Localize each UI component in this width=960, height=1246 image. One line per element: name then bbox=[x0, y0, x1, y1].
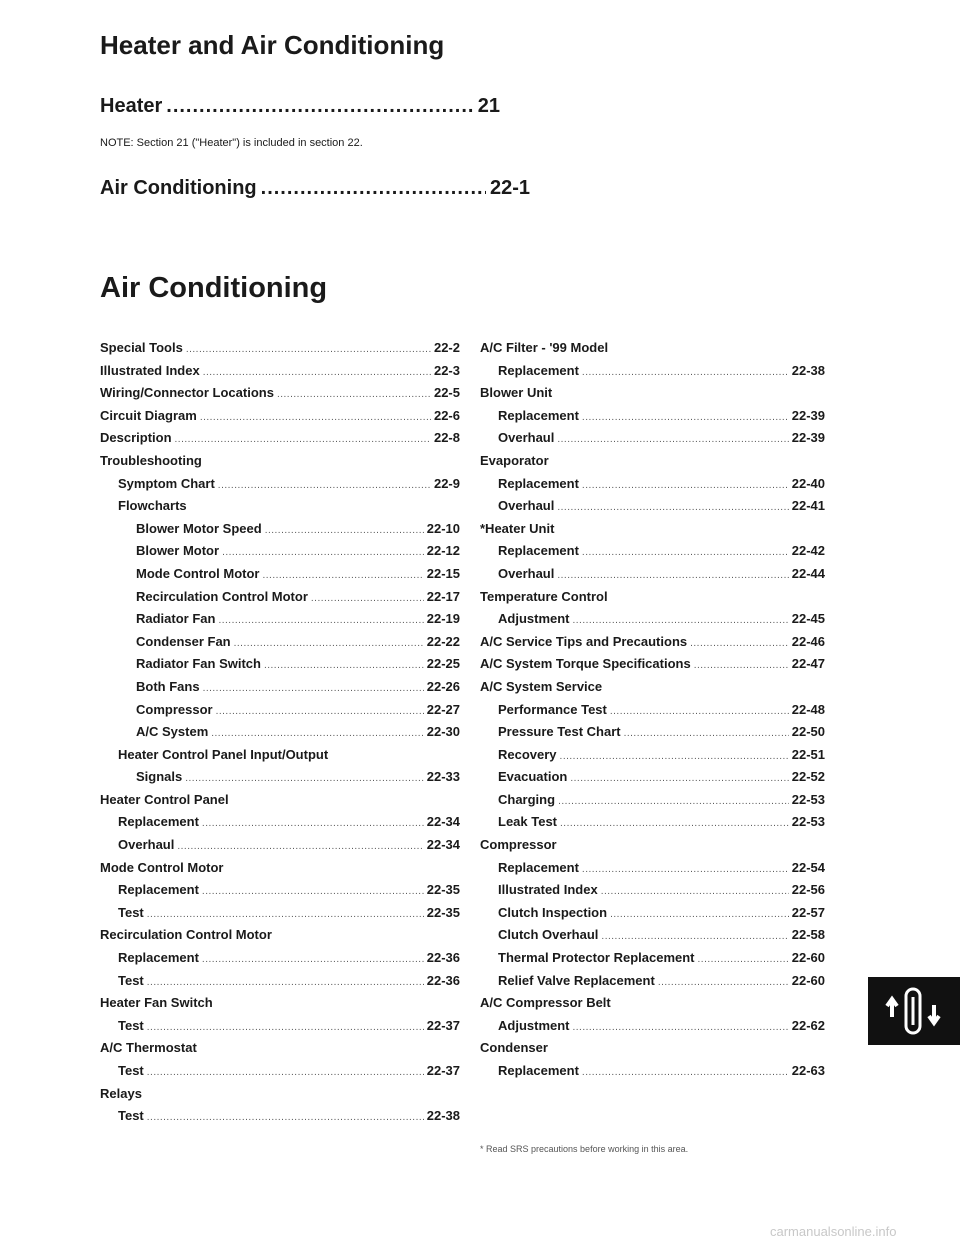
toc-entry-title: Test bbox=[118, 1108, 144, 1124]
dot-leader bbox=[601, 931, 788, 942]
toc-entry[interactable] bbox=[480, 611, 825, 634]
toc-entry[interactable] bbox=[480, 498, 825, 521]
dot-leader bbox=[202, 818, 424, 829]
dot-leader bbox=[185, 773, 424, 784]
dot-leader bbox=[218, 615, 423, 626]
toc-entry[interactable] bbox=[480, 927, 825, 950]
toc-entry-title: Performance Test bbox=[498, 701, 607, 717]
toc-entry-title: Test bbox=[118, 1017, 144, 1033]
toc-entry-title: Circuit Diagram bbox=[100, 407, 197, 423]
toc-entry-title: Heater Control Panel Input/Output bbox=[118, 746, 329, 762]
dot-leader bbox=[624, 728, 789, 739]
toc-entry-title: Compressor bbox=[136, 701, 213, 717]
toc-entry[interactable] bbox=[100, 724, 460, 747]
toc-entry[interactable] bbox=[480, 679, 825, 702]
toc-entry-title: Pressure Test Chart bbox=[498, 724, 621, 740]
dot-leader bbox=[186, 344, 431, 355]
toc-entry-title: Heater Control Panel bbox=[100, 791, 229, 807]
toc-entry[interactable] bbox=[480, 724, 825, 747]
toc-entry-title: Troubleshooting bbox=[100, 452, 202, 468]
dot-leader bbox=[203, 367, 431, 378]
toc-entry[interactable] bbox=[100, 498, 460, 521]
toc-entry[interactable] bbox=[100, 995, 460, 1018]
section-tab[interactable] bbox=[868, 977, 960, 1045]
toc-entry-page: 22-33 bbox=[426, 769, 460, 785]
toc-entry[interactable] bbox=[100, 747, 460, 770]
toc-entry[interactable] bbox=[480, 837, 825, 860]
dot-leader bbox=[557, 570, 788, 581]
dot-leader bbox=[560, 818, 789, 829]
toc-entry-page: 22-52 bbox=[791, 769, 825, 785]
toc-entry-page: 22-27 bbox=[426, 701, 460, 717]
toc-entry-page: 22-56 bbox=[791, 882, 825, 898]
toc-entry-title: A/C Compressor Belt bbox=[480, 995, 611, 1011]
toc-entry-page: 22-37 bbox=[426, 1017, 460, 1033]
toc-entry-title: Evaporator bbox=[480, 452, 549, 468]
toc-entry[interactable] bbox=[480, 882, 825, 905]
toc-entry[interactable] bbox=[480, 1040, 825, 1063]
toc-entry-page: 22-36 bbox=[426, 972, 460, 988]
dot-leader bbox=[601, 886, 789, 897]
dot-leader bbox=[582, 412, 789, 423]
toc-entry-title: Test bbox=[118, 1063, 144, 1078]
toc-entry[interactable] bbox=[100, 589, 460, 612]
toc-entry-title: Clutch Inspection bbox=[498, 904, 608, 920]
dot-leader bbox=[698, 954, 789, 965]
toc-entry-page: 22-8 bbox=[433, 430, 460, 446]
toc-entry[interactable] bbox=[480, 340, 825, 363]
toc-entry-title: Replacement bbox=[498, 543, 579, 559]
toc-entry-title: Mode Control Motor bbox=[136, 565, 260, 581]
toc-entry-page: 22-53 bbox=[791, 791, 825, 807]
toc-entry-page: 22-54 bbox=[791, 859, 825, 875]
toc-entry[interactable] bbox=[100, 814, 460, 837]
dot-leader bbox=[261, 177, 486, 200]
section-title: Air Conditioning bbox=[100, 177, 257, 199]
toc-entry-title: Both Fans bbox=[136, 678, 200, 694]
toc-entry-page: 22-10 bbox=[426, 520, 460, 536]
toc-entry-page: 22-9 bbox=[433, 475, 460, 491]
section-page: 22-1 bbox=[489, 177, 530, 199]
toc-entry[interactable] bbox=[100, 1018, 460, 1041]
dot-leader bbox=[147, 977, 424, 988]
toc-entry[interactable] bbox=[480, 747, 825, 770]
toc-entry[interactable] bbox=[480, 476, 825, 499]
dot-leader bbox=[200, 412, 431, 423]
toc-entry-page: 22-38 bbox=[426, 1108, 460, 1124]
dot-leader bbox=[573, 615, 789, 626]
dot-leader bbox=[582, 480, 789, 491]
toc-entry[interactable] bbox=[100, 860, 460, 883]
toc-entry[interactable] bbox=[480, 385, 825, 408]
toc-entry[interactable] bbox=[480, 430, 825, 453]
toc-entry[interactable] bbox=[480, 769, 825, 792]
toc-entry-page: 22-42 bbox=[791, 543, 825, 559]
toc-entry-title: Blower Motor Speed bbox=[136, 520, 262, 536]
toc-entry-title: Description bbox=[100, 430, 172, 446]
toc-entry-title: Illustrated Index bbox=[498, 882, 598, 898]
toc-entry-title: Condenser Fan bbox=[136, 633, 231, 649]
toc-entry-title: Symptom Chart bbox=[118, 475, 215, 491]
toc-entry-page: 22-62 bbox=[791, 1017, 825, 1033]
toc-entry-page: 22-2 bbox=[433, 340, 460, 355]
toc-entry-title: Adjustment bbox=[498, 1017, 570, 1033]
dot-leader bbox=[610, 909, 789, 920]
dot-leader bbox=[177, 841, 423, 852]
toc-entry-page: 22-12 bbox=[426, 543, 460, 559]
toc-entry-page: 22-58 bbox=[791, 927, 825, 943]
dot-leader bbox=[582, 547, 789, 558]
toc-entry[interactable] bbox=[480, 1018, 825, 1041]
toc-entry-title: A/C System Service bbox=[480, 678, 603, 694]
chapter-subtitle: Air Conditioning bbox=[100, 272, 328, 304]
toc-entry-page: 22-22 bbox=[426, 633, 460, 649]
toc-entry[interactable] bbox=[480, 656, 825, 679]
toc-entry-title: Mode Control Motor bbox=[100, 859, 224, 875]
toc-entry-title: Test bbox=[118, 972, 144, 988]
toc-entry[interactable] bbox=[480, 408, 825, 431]
dot-leader bbox=[216, 706, 424, 717]
toc-entry-page: 22-41 bbox=[791, 498, 825, 514]
toc-entry-title: Recirculation Control Motor bbox=[136, 588, 308, 604]
dot-leader bbox=[202, 954, 424, 965]
toc-entry[interactable] bbox=[100, 476, 460, 499]
toc-entry[interactable] bbox=[100, 566, 460, 589]
dot-leader bbox=[202, 886, 424, 897]
toc-entry-page: 22-46 bbox=[791, 633, 825, 649]
toc-entry-page: 22-48 bbox=[791, 701, 825, 717]
dot-leader bbox=[175, 434, 431, 445]
dot-leader bbox=[557, 434, 788, 445]
toc-entry-title: Thermal Protector Replacement bbox=[498, 950, 695, 966]
section-title: Heater bbox=[100, 95, 163, 117]
dot-leader bbox=[694, 660, 789, 671]
watermark: carmanualsonline.info bbox=[770, 1224, 897, 1239]
toc-entry-title: Flowcharts bbox=[118, 498, 187, 514]
toc-entry-page: 22-50 bbox=[791, 724, 825, 740]
toc-entry[interactable] bbox=[480, 363, 825, 386]
toc-entry[interactable] bbox=[100, 521, 460, 544]
toc-entry[interactable] bbox=[100, 340, 460, 363]
toc-entry[interactable] bbox=[100, 611, 460, 634]
toc-entry-title: Overhaul bbox=[498, 430, 555, 446]
section-heater[interactable] bbox=[100, 95, 500, 118]
toc-entry-page: 22-34 bbox=[426, 814, 460, 830]
toc-entry[interactable] bbox=[480, 453, 825, 476]
toc-entry-title: Blower Unit bbox=[480, 385, 553, 401]
toc-entry[interactable] bbox=[100, 973, 460, 996]
toc-entry-title: Recirculation Control Motor bbox=[100, 927, 272, 943]
section-note: NOTE: Section 21 ("Heater") is included in section 22. bbox=[100, 137, 363, 149]
toc-entry[interactable] bbox=[480, 1063, 825, 1086]
toc-entry-title: Replacement bbox=[498, 475, 579, 491]
toc-entry[interactable] bbox=[480, 973, 825, 996]
toc-entry[interactable] bbox=[100, 882, 460, 905]
toc-entry-page: 22-44 bbox=[791, 565, 825, 581]
toc-entry-title: Test bbox=[118, 904, 144, 920]
dot-leader bbox=[277, 389, 431, 400]
toc-entry[interactable] bbox=[100, 363, 460, 386]
section-page: 21 bbox=[477, 95, 500, 117]
dot-leader bbox=[265, 525, 424, 536]
toc-entry-page: 22-25 bbox=[426, 656, 460, 672]
toc-entry-page: 22-17 bbox=[426, 588, 460, 604]
toc-entry-title: Recovery bbox=[498, 746, 557, 762]
toc-entry-page: 22-26 bbox=[426, 678, 460, 694]
dot-leader bbox=[690, 638, 789, 649]
toc-entry-page: 22-6 bbox=[433, 407, 460, 423]
toc-entry-title: Compressor bbox=[480, 837, 557, 853]
toc-entry[interactable] bbox=[480, 543, 825, 566]
dot-leader bbox=[218, 480, 431, 491]
toc-entry-page: 22-39 bbox=[791, 407, 825, 423]
toc-entry-title: Blower Motor bbox=[136, 543, 220, 559]
dot-leader bbox=[147, 1067, 424, 1078]
toc-entry-page: 22-35 bbox=[426, 882, 460, 898]
toc-entry-page: 22-3 bbox=[433, 362, 460, 378]
dot-leader bbox=[264, 660, 424, 671]
toc-entry-title: Heater Fan Switch bbox=[100, 995, 213, 1011]
toc-entry-title: Replacement bbox=[498, 1063, 579, 1078]
toc-entry-title: Condenser bbox=[480, 1040, 548, 1056]
heater-ac-tab-icon bbox=[868, 977, 960, 1045]
toc-entry[interactable] bbox=[100, 950, 460, 973]
toc-entry-page: 22-36 bbox=[426, 950, 460, 966]
dot-leader bbox=[311, 593, 424, 604]
dot-leader bbox=[658, 977, 789, 988]
toc-entry[interactable] bbox=[480, 702, 825, 725]
toc-entry-page: 22-15 bbox=[426, 565, 460, 581]
toc-entry[interactable] bbox=[480, 995, 825, 1018]
toc-entry-title: Replacement bbox=[498, 859, 579, 875]
toc-right-column bbox=[480, 340, 825, 1086]
dot-leader bbox=[203, 683, 424, 694]
toc-entry-page: 22-51 bbox=[791, 746, 825, 762]
toc-entry[interactable] bbox=[480, 589, 825, 612]
toc-entry-title: Adjustment bbox=[498, 611, 570, 627]
toc-entry-title: Signals bbox=[136, 769, 183, 785]
toc-entry[interactable] bbox=[100, 905, 460, 928]
toc-entry[interactable] bbox=[480, 814, 825, 837]
toc-entry-page: 22-38 bbox=[791, 362, 825, 378]
toc-entry[interactable] bbox=[480, 566, 825, 589]
dot-leader bbox=[582, 367, 789, 378]
toc-entry-page: 22-45 bbox=[791, 611, 825, 627]
dot-leader bbox=[582, 864, 789, 875]
toc-entry[interactable] bbox=[480, 950, 825, 973]
dot-leader bbox=[211, 728, 424, 739]
dot-leader bbox=[573, 1022, 789, 1033]
toc-entry[interactable] bbox=[100, 1086, 460, 1109]
section-air-conditioning[interactable] bbox=[100, 177, 530, 200]
toc-entry-title: *Heater Unit bbox=[480, 520, 555, 536]
toc-entry-title: Leak Test bbox=[498, 814, 558, 830]
toc-entry-title: A/C Filter - '99 Model bbox=[480, 340, 609, 355]
dot-leader bbox=[610, 706, 789, 717]
toc-entry-title: Radiator Fan bbox=[136, 611, 216, 627]
toc-entry-title: A/C Thermostat bbox=[100, 1040, 197, 1056]
toc-entry-title: Overhaul bbox=[118, 837, 175, 853]
toc-entry-title: Radiator Fan Switch bbox=[136, 656, 261, 672]
toc-entry-page: 22-60 bbox=[791, 972, 825, 988]
toc-entry-title: Replacement bbox=[498, 407, 579, 423]
toc-entry[interactable] bbox=[480, 521, 825, 544]
toc-entry[interactable] bbox=[100, 702, 460, 725]
dot-leader bbox=[147, 909, 424, 920]
toc-entry-title: A/C Service Tips and Precautions bbox=[480, 633, 688, 649]
toc-entry[interactable] bbox=[100, 453, 460, 476]
toc-entry[interactable] bbox=[100, 837, 460, 860]
toc-entry-title: Replacement bbox=[498, 362, 579, 378]
dot-leader bbox=[558, 796, 789, 807]
toc-entry-page: 22-57 bbox=[791, 904, 825, 920]
dot-leader bbox=[234, 638, 424, 649]
toc-entry-page: 22-60 bbox=[791, 950, 825, 966]
dot-leader bbox=[222, 547, 424, 558]
toc-entry[interactable] bbox=[480, 905, 825, 928]
toc-entry-title: Relays bbox=[100, 1085, 142, 1101]
toc-entry-title: Wiring/Connector Locations bbox=[100, 385, 274, 401]
toc-entry[interactable] bbox=[480, 792, 825, 815]
toc-entry-page: 22-63 bbox=[791, 1063, 825, 1078]
toc-entry-title: Charging bbox=[498, 791, 556, 807]
toc-entry-page: 22-34 bbox=[426, 837, 460, 853]
footnote: * Read SRS precautions before working in this area. bbox=[480, 1144, 689, 1154]
toc-entry-page: 22-47 bbox=[791, 656, 825, 672]
toc-entry-page: 22-5 bbox=[433, 385, 460, 401]
dot-leader bbox=[147, 1112, 424, 1123]
toc-entry[interactable] bbox=[100, 927, 460, 950]
toc-entry[interactable] bbox=[100, 1108, 460, 1131]
toc-entry-page: 22-40 bbox=[791, 475, 825, 491]
toc-entry-page: 22-37 bbox=[426, 1063, 460, 1078]
toc-entry-title: Replacement bbox=[118, 950, 199, 966]
toc-entry-title: Overhaul bbox=[498, 565, 555, 581]
dot-leader bbox=[560, 751, 789, 762]
toc-entry[interactable] bbox=[100, 1063, 460, 1086]
page-title: Heater and Air Conditioning bbox=[100, 30, 445, 60]
dot-leader bbox=[147, 1022, 424, 1033]
toc-entry[interactable] bbox=[100, 656, 460, 679]
toc-entry[interactable] bbox=[480, 634, 825, 657]
toc-entry-page: 22-30 bbox=[426, 724, 460, 740]
toc-left-column bbox=[100, 340, 460, 1131]
toc-entry[interactable] bbox=[100, 769, 460, 792]
toc-entry[interactable] bbox=[100, 543, 460, 566]
toc-entry-title: Illustrated Index bbox=[100, 362, 200, 378]
dot-leader bbox=[166, 95, 473, 118]
toc-entry-title: Special Tools bbox=[100, 340, 183, 355]
toc-entry[interactable] bbox=[100, 430, 460, 453]
toc-entry-title: Replacement bbox=[118, 882, 199, 898]
toc-entry-title: Clutch Overhaul bbox=[498, 927, 599, 943]
toc-entry[interactable] bbox=[100, 792, 460, 815]
toc-entry-title: Temperature Control bbox=[480, 588, 608, 604]
toc-entry-page: 22-39 bbox=[791, 430, 825, 446]
toc-entry[interactable] bbox=[100, 1040, 460, 1063]
toc-entry[interactable] bbox=[100, 679, 460, 702]
toc-entry[interactable] bbox=[480, 860, 825, 883]
toc-entry-title: A/C System Torque Specifications bbox=[480, 656, 691, 672]
toc-entry[interactable] bbox=[100, 634, 460, 657]
toc-entry-title: Replacement bbox=[118, 814, 199, 830]
toc-entry[interactable] bbox=[100, 408, 460, 431]
dot-leader bbox=[557, 502, 788, 513]
toc-entry-title: Overhaul bbox=[498, 498, 555, 514]
toc-entry-page: 22-19 bbox=[426, 611, 460, 627]
toc-entry-page: 22-53 bbox=[791, 814, 825, 830]
toc-entry-title: Relief Valve Replacement bbox=[498, 972, 655, 988]
toc-entry-title: A/C System bbox=[136, 724, 209, 740]
dot-leader bbox=[262, 570, 423, 581]
toc-entry-page: 22-35 bbox=[426, 904, 460, 920]
toc-entry[interactable] bbox=[100, 385, 460, 408]
dot-leader bbox=[570, 773, 788, 784]
toc-entry-title: Evacuation bbox=[498, 769, 568, 785]
dot-leader bbox=[582, 1067, 789, 1078]
